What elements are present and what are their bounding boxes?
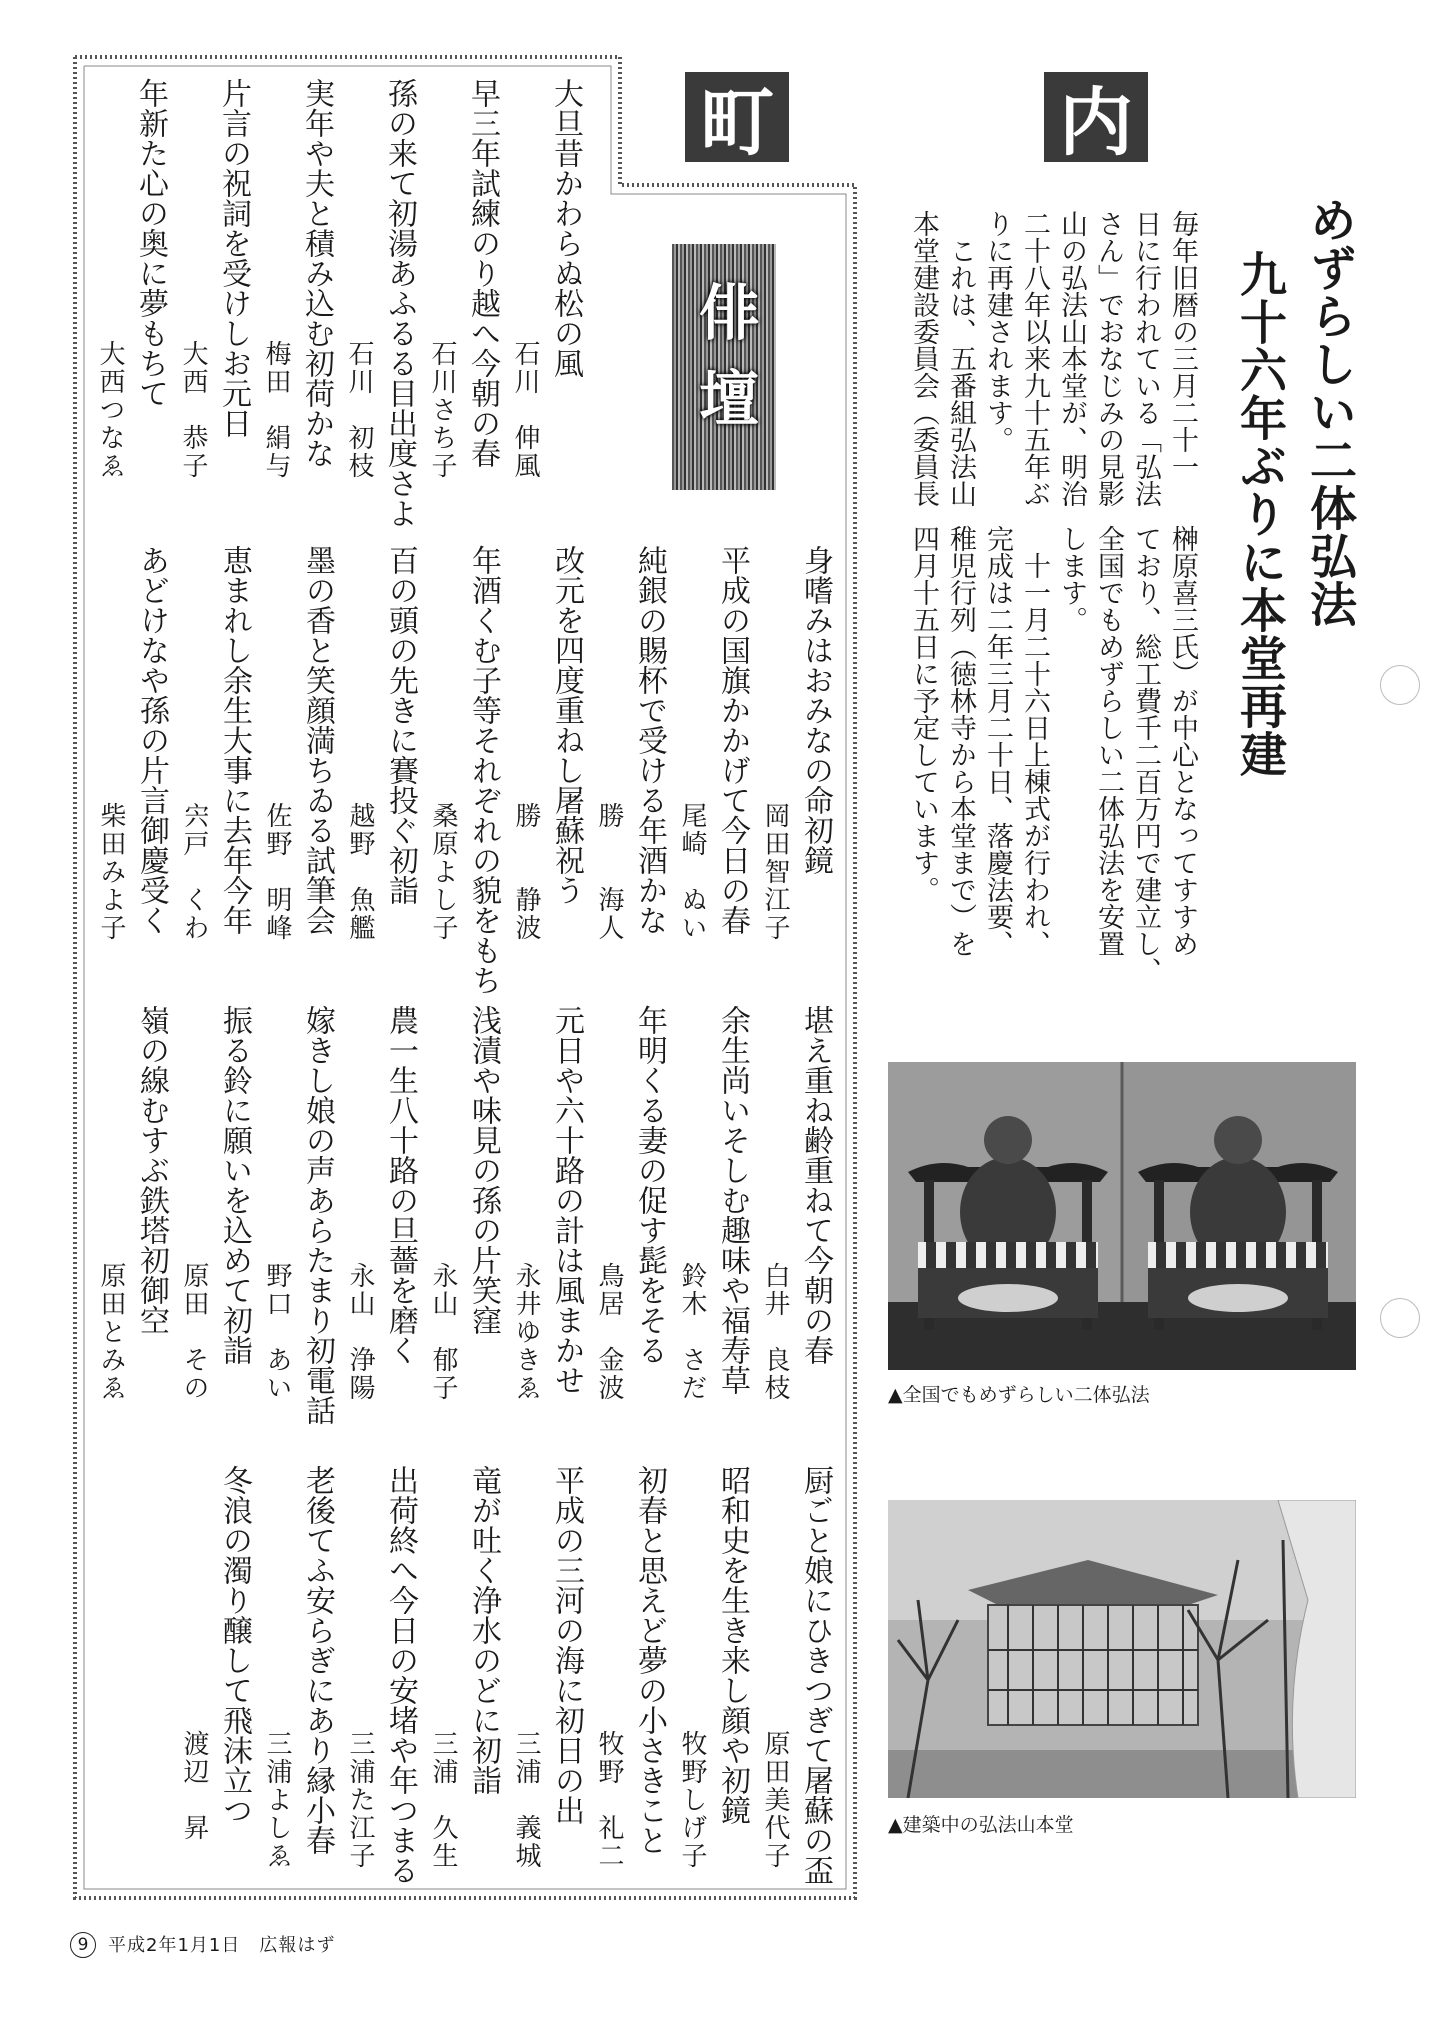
temple-construction-illustration (888, 1500, 1356, 1798)
article-column: さん」でおなじみの見影 (1093, 210, 1124, 507)
haiku-poem: 孫の来て初湯あふるる目出度さよ (382, 78, 417, 528)
article-title-1: めずらしい二体弘法 (1302, 196, 1357, 628)
haiku-poem: 振る鈴に願いを込めて初詣 (217, 1005, 252, 1365)
haiku-poem: 昭和史を生き来し顔や初鏡 (715, 1465, 750, 1825)
article-column: 二十八年以来九十五年ぶ (1019, 210, 1050, 507)
haiku-poem: 冬浪の濁り醸して飛沫立つ (217, 1465, 252, 1825)
haiku-author: 原田 その (179, 1262, 209, 1402)
haiku-author: 野口 あい (262, 1262, 292, 1402)
haiku-author: 石川 伸風 (510, 340, 540, 480)
haiku-author: 永井ゆきゑ (511, 1262, 541, 1402)
haiku-poem: 墨の香と笑顔満ちゐる試筆会 (300, 545, 335, 935)
photo-temple-under-construction (888, 1500, 1356, 1798)
haiku-poem: 恵まれし余生大事に去年今年 (217, 545, 252, 935)
article-column: 本堂建設委員会（委員長 (908, 210, 939, 507)
haiku-author: 永山 郁子 (428, 1262, 458, 1402)
haiku-author: 宍戸 くわ (179, 802, 209, 942)
haiku-author: 三浦よしゑ (262, 1730, 292, 1870)
article-column: します。 (1056, 525, 1087, 633)
haiku-author: 三浦 久生 (428, 1730, 458, 1870)
footer-date-publication: 平成2年1月1日 広報はず (108, 1935, 336, 1956)
haiku-author: 牧野 礼二 (594, 1730, 624, 1870)
haiku-author: 越野 魚艦 (345, 802, 375, 942)
photo-caption-2: ▲建築中の弘法山本堂 (888, 1814, 1074, 1836)
haiku-author: 勝 海人 (594, 802, 624, 942)
article-column: 榊原喜三氏）が中心となってすすめ (1167, 525, 1198, 957)
haiku-author: 三浦た江子 (345, 1730, 375, 1870)
article-column: ており、総工費千二百万円で建立し、 (1130, 525, 1161, 984)
haiku-author: 勝 静波 (511, 802, 541, 942)
haiku-corner-title-text: 俳壇 (689, 281, 759, 453)
haiku-corner-title (672, 244, 776, 490)
haiku-author: 鈴木 さだ (677, 1262, 707, 1402)
punch-hole-bottom (1380, 1298, 1420, 1338)
haiku-author: 岡田智江子 (760, 802, 790, 942)
haiku-poem: 片言の祝詞を受けしお元日 (216, 78, 251, 438)
haiku-poem: 年新た心の奥に夢もちて (133, 78, 168, 408)
article-column: 完成は二年三月二十日、落慶法要、 (982, 525, 1013, 957)
haiku-poem: 嶺の線むすぶ鉄塔初御空 (134, 1005, 169, 1335)
haiku-poem: 実年や夫と積み込む初荷かな (299, 78, 334, 468)
article-column: 日に行われている「弘法 (1130, 210, 1161, 507)
haiku-poem: 百の頭の先きに賽投ぐ初詣 (383, 545, 418, 905)
haiku-poem: 出荷終へ今日の安堵や年つまる (383, 1465, 418, 1885)
twin-statues-illustration (888, 1062, 1356, 1370)
haiku-poem: 老後てふ安らぎにあり縁小春 (300, 1465, 335, 1855)
haiku-poem: 余生尚いそしむ趣味や福寿草 (715, 1005, 750, 1395)
haiku-poem: 竜が吐く浄水のどに初詣 (466, 1465, 501, 1795)
haiku-author: 大西つなゑ (95, 340, 125, 480)
haiku-author: 佐野 明峰 (262, 802, 292, 942)
haiku-poem: 改元を四度重ねし屠蘇祝う (549, 545, 584, 905)
haiku-poem: 農一生八十路の旦薔を磨く (383, 1005, 418, 1365)
haiku-author: 石川さち子 (427, 340, 457, 480)
haiku-poem: 平成の三河の海に初日の出 (549, 1465, 584, 1825)
photo-caption-1: ▲全国でもめずらしい二体弘法 (888, 1384, 1150, 1406)
haiku-poem: 大旦昔かわらぬ松の風 (548, 78, 583, 378)
haiku-author: 石川 初枝 (344, 340, 374, 480)
haiku-author: 柴田みよ子 (96, 802, 126, 942)
haiku-author: 桑原よし子 (428, 802, 458, 942)
article-column: りに再建されます。 (982, 210, 1013, 453)
haiku-author: 牧野しげ子 (677, 1730, 707, 1870)
haiku-poem: 早三年試練のり越へ今朝の春 (465, 78, 500, 468)
haiku-poem: 年酒くむ子等それぞれの貌をもち (466, 545, 501, 995)
haiku-poem: 厨ごと娘にひきつぎて屠蘇の盃 (798, 1465, 833, 1885)
article-column: 毎年旧暦の三月二十一 (1167, 210, 1198, 480)
article-column: 山の弘法山本堂が、明治 (1056, 210, 1087, 507)
haiku-author: 渡辺 昇 (179, 1730, 209, 1842)
haiku-author: 尾崎 ぬい (677, 802, 707, 942)
haiku-poem: 嫁きし娘の声あらたまり初電話 (300, 1005, 335, 1425)
haiku-author: 鳥居 金波 (594, 1262, 624, 1402)
haiku-poem: 初春と思えど夢の小さきこと (632, 1465, 667, 1855)
photo-twin-kobo-statues (888, 1062, 1356, 1370)
article-column: これは、五番組弘法山 (945, 210, 976, 507)
page-number: 9 (70, 1932, 96, 1958)
haiku-poem: 堪え重ね齢重ねて今朝の春 (798, 1005, 833, 1365)
haiku-author: 三浦 義城 (511, 1730, 541, 1870)
article-title-2: 九十六年ぶりに本堂再建 (1232, 250, 1287, 778)
haiku-author: 白井 良枝 (760, 1262, 790, 1402)
haiku-author: 永山 浄陽 (345, 1262, 375, 1402)
article-column: 十一月二十六日上棟式が行われ、 (1019, 525, 1050, 957)
article-column: 稚児行列（徳林寺から本堂まで）を (945, 525, 976, 957)
haiku-poem: 純銀の賜杯で受ける年酒かな (632, 545, 667, 935)
haiku-poem: 元日や六十路の計は風まかせ (549, 1005, 584, 1395)
haiku-author: 梅田 絹与 (261, 340, 291, 480)
haiku-author: 大西 恭子 (178, 340, 208, 480)
haiku-poem: 平成の国旗かかげて今日の春 (715, 545, 750, 935)
section-heading-char-1: 町 (685, 72, 789, 162)
haiku-poem: 年明くる妻の促す髭をそる (632, 1005, 667, 1365)
section-heading-char-2: 内 (1044, 72, 1148, 162)
haiku-author: 原田美代子 (760, 1730, 790, 1870)
punch-hole-top (1380, 665, 1420, 705)
haiku-poem: あどけなや孫の片言御慶受く (134, 545, 169, 935)
haiku-author: 原田とみゑ (96, 1262, 126, 1402)
article-column: 全国でもめずらしい二体弘法を安置 (1093, 525, 1124, 957)
haiku-poem: 身嗜みはおみなの命初鏡 (798, 545, 833, 875)
haiku-poem: 浅漬や味見の孫の片笑窪 (466, 1005, 501, 1335)
article-column: 四月十五日に予定しています。 (908, 525, 939, 903)
